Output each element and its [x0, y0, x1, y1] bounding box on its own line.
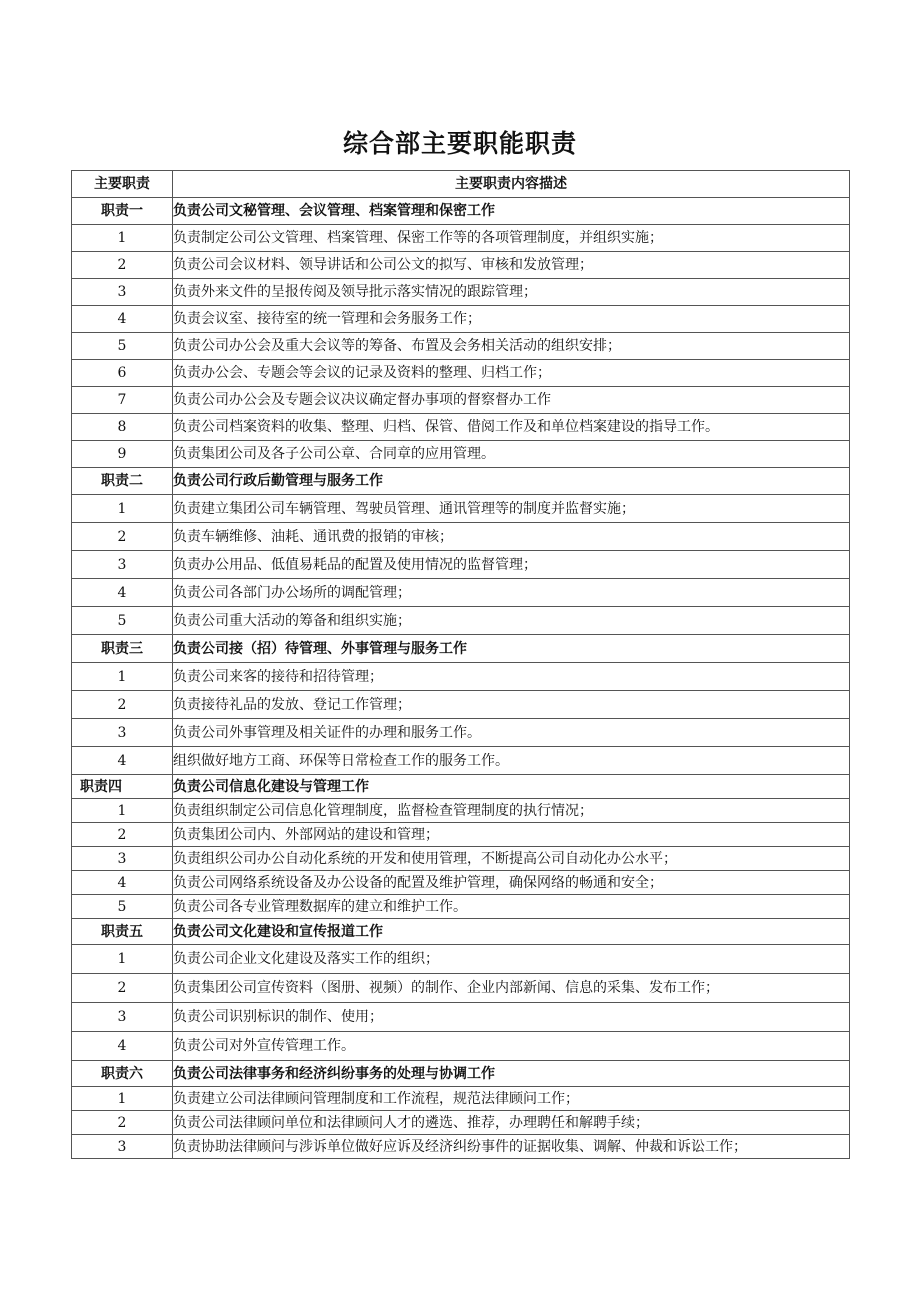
item-number: 2: [72, 691, 173, 719]
item-number: 1: [72, 663, 173, 691]
item-description: 负责办公用品、低值易耗品的配置及使用情况的监督管理；: [173, 551, 850, 579]
table-row: [72, 607, 850, 635]
table-row: [72, 252, 850, 279]
item-description: 组织做好地方工商、环保等日常检查工作的服务工作。: [173, 747, 850, 775]
item-description: 负责制定公司公文管理、档案管理、保密工作等的各项管理制度，并组织实施；: [173, 225, 850, 252]
item-number: 4: [72, 747, 173, 775]
table-row: [72, 306, 850, 333]
table-row: [72, 823, 850, 847]
item-number: 8: [72, 414, 173, 441]
item-number: 5: [72, 607, 173, 635]
table-row: [72, 895, 850, 919]
item-number: 2: [72, 823, 173, 847]
table-row: [72, 691, 850, 719]
item-number: 3: [72, 551, 173, 579]
item-number: 1: [72, 495, 173, 523]
table-row: [72, 387, 850, 414]
table-row: [72, 747, 850, 775]
table-row: [72, 279, 850, 306]
item-number: 3: [72, 719, 173, 747]
table-row: [72, 360, 850, 387]
item-description: 负责集团公司内、外部网站的建设和管理；: [173, 823, 850, 847]
table-row: [72, 1135, 850, 1159]
item-description: 负责公司办公会及专题会议决议确定督办事项的督察督办工作: [173, 387, 850, 414]
item-description: 负责公司外事管理及相关证件的办理和服务工作。: [173, 719, 850, 747]
item-number: 5: [72, 895, 173, 919]
item-description: 负责组织公司办公自动化系统的开发和使用管理，不断提高公司自动化办公水平；: [173, 847, 850, 871]
duty-group-row: [72, 635, 850, 663]
duty-group-description: 负责公司信息化建设与管理工作: [173, 775, 850, 799]
item-description: 负责公司企业文化建设及落实工作的组织；: [173, 945, 850, 974]
item-description: 负责车辆维修、油耗、通讯费的报销的审核；: [173, 523, 850, 551]
duties-table: [71, 170, 850, 1159]
item-description: 负责公司法律顾问单位和法律顾问人才的遴选、推荐，办理聘任和解聘手续；: [173, 1111, 850, 1135]
item-number: 1: [72, 945, 173, 974]
table-row: [72, 871, 850, 895]
item-number: 4: [72, 306, 173, 333]
item-description: 负责组织制定公司信息化管理制度，监督检查管理制度的执行情况；: [173, 799, 850, 823]
table-row: [72, 1111, 850, 1135]
table-row: [72, 523, 850, 551]
item-description: 负责办公会、专题会等会议的记录及资料的整理、归档工作；: [173, 360, 850, 387]
duty-group-name: 职责一: [72, 198, 173, 225]
duty-group-description: 负责公司文化建设和宣传报道工作: [173, 919, 850, 945]
item-description: 负责公司档案资料的收集、整理、归档、保管、借阅工作及和单位档案建设的指导工作。: [173, 414, 850, 441]
item-description: 负责公司网络系统设备及办公设备的配置及维护管理，确保网络的畅通和安全；: [173, 871, 850, 895]
table-row: [72, 974, 850, 1003]
duty-group-description: 负责公司法律事务和经济纠纷事务的处理与协调工作: [173, 1061, 850, 1087]
item-description: 负责公司对外宣传管理工作。: [173, 1032, 850, 1061]
duty-group-description: 负责公司文秘管理、会议管理、档案管理和保密工作: [173, 198, 850, 225]
table-row: [72, 551, 850, 579]
table-row: [72, 495, 850, 523]
table-row: [72, 847, 850, 871]
item-description: 负责建立集团公司车辆管理、驾驶员管理、通讯管理等的制度并监督实施；: [173, 495, 850, 523]
duty-group-description: 负责公司行政后勤管理与服务工作: [173, 468, 850, 495]
item-description: 负责协助法律顾问与涉诉单位做好应诉及经济纠纷事件的证据收集、调解、仲裁和诉讼工作；: [173, 1135, 850, 1159]
item-description: 负责公司各部门办公场所的调配管理；: [173, 579, 850, 607]
table-row: [72, 414, 850, 441]
item-number: 4: [72, 1032, 173, 1061]
duty-group-name: 职责五: [72, 919, 173, 945]
item-description: 负责集团公司及各子公司公章、合同章的应用管理。: [173, 441, 850, 468]
item-number: 2: [72, 1111, 173, 1135]
table-row: [72, 1032, 850, 1061]
duty-group-name: 职责四: [72, 775, 173, 799]
item-number: 7: [72, 387, 173, 414]
table-row: [72, 1003, 850, 1032]
item-number: 3: [72, 1135, 173, 1159]
item-description: 负责公司来客的接待和招待管理；: [173, 663, 850, 691]
item-number: 9: [72, 441, 173, 468]
duty-group-name: 职责六: [72, 1061, 173, 1087]
item-number: 1: [72, 1087, 173, 1111]
item-number: 6: [72, 360, 173, 387]
table-row: [72, 663, 850, 691]
item-description: 负责公司会议材料、领导讲话和公司公文的拟写、审核和发放管理；: [173, 252, 850, 279]
duty-group-row: [72, 468, 850, 495]
table-row: [72, 1087, 850, 1111]
table-row: [72, 719, 850, 747]
table-row: [72, 441, 850, 468]
item-description: 负责公司重大活动的筹备和组织实施；: [173, 607, 850, 635]
table-row: [72, 225, 850, 252]
item-number: 5: [72, 333, 173, 360]
item-description: 负责建立公司法律顾问管理制度和工作流程，规范法律顾问工作；: [173, 1087, 850, 1111]
header-duty: 主要职责: [72, 171, 173, 198]
item-description: 负责会议室、接待室的统一管理和会务服务工作；: [173, 306, 850, 333]
table-row: [72, 333, 850, 360]
item-description: 负责公司各专业管理数据库的建立和维护工作。: [173, 895, 850, 919]
item-number: 2: [72, 974, 173, 1003]
item-number: 3: [72, 1003, 173, 1032]
item-description: 负责接待礼品的发放、登记工作管理；: [173, 691, 850, 719]
table-row: [72, 799, 850, 823]
duty-group-name: 职责二: [72, 468, 173, 495]
item-description: 负责集团公司宣传资料（图册、视频）的制作、企业内部新闻、信息的采集、发布工作；: [173, 974, 850, 1003]
item-number: 4: [72, 579, 173, 607]
item-number: 3: [72, 279, 173, 306]
duties-table-body: [72, 171, 850, 1159]
header-description: 主要职责内容描述: [173, 171, 850, 198]
item-description: 负责外来文件的呈报传阅及领导批示落实情况的跟踪管理；: [173, 279, 850, 306]
item-number: 3: [72, 847, 173, 871]
duty-group-row: [72, 775, 850, 799]
duty-group-row: [72, 198, 850, 225]
table-row: [72, 579, 850, 607]
item-number: 2: [72, 523, 173, 551]
duty-group-name: 职责三: [72, 635, 173, 663]
item-number: 1: [72, 799, 173, 823]
duty-group-description: 负责公司接（招）待管理、外事管理与服务工作: [173, 635, 850, 663]
item-number: 2: [72, 252, 173, 279]
item-description: 负责公司办公会及重大会议等的筹备、布置及会务相关活动的组织安排；: [173, 333, 850, 360]
item-number: 1: [72, 225, 173, 252]
duty-group-row: [72, 1061, 850, 1087]
table-header-row: [72, 171, 850, 198]
page-title: 综合部主要职能职责: [342, 129, 577, 158]
item-number: 4: [72, 871, 173, 895]
duty-group-row: [72, 919, 850, 945]
table-row: [72, 945, 850, 974]
item-description: 负责公司识别标识的制作、使用；: [173, 1003, 850, 1032]
